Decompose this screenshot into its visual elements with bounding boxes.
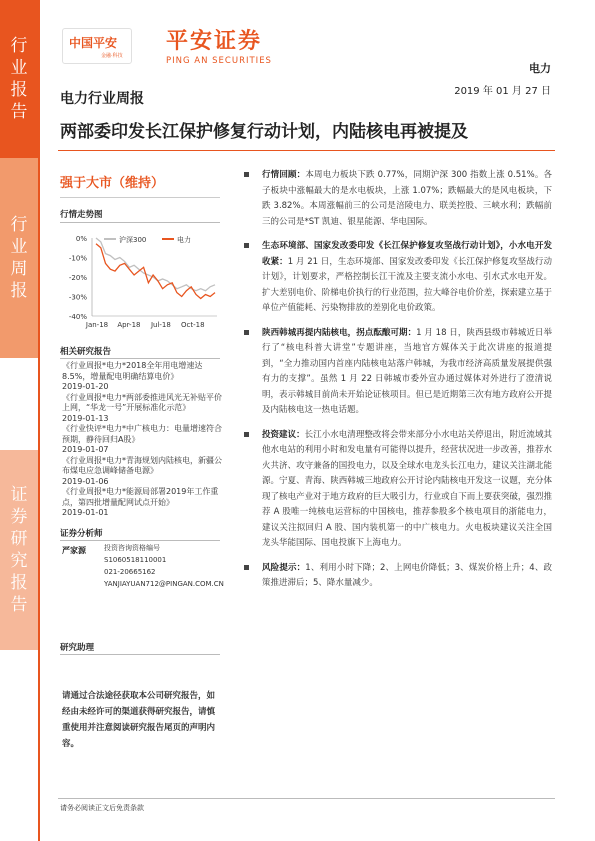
- sidebar-divider: [38, 0, 40, 841]
- bullet-icon: [244, 330, 249, 335]
- sidebar: [0, 0, 38, 841]
- report-type: 电力行业周报: [60, 91, 144, 107]
- body-paragraph: [244, 326, 552, 419]
- y-tick-label: -30%: [68, 293, 87, 302]
- related-report-title: 《行业周报*电力*青海规划内陆核电，新疆公布煤电应急调峰储备电源》: [62, 455, 222, 475]
- y-tick-label: -20%: [68, 274, 87, 282]
- series-line-0: [96, 238, 215, 291]
- paragraph-heading: 风险提示：: [262, 562, 306, 573]
- trend-chart-title: 行情走势图: [60, 210, 103, 220]
- sidebar-char: 究: [10, 551, 28, 571]
- sidebar-char: 报: [10, 80, 28, 100]
- analyst-email: YANJIAYUAN712@PINGAN.COM.CN: [104, 580, 224, 588]
- related-report-date: 2019-01-20: [62, 382, 109, 391]
- body-paragraph: [244, 168, 552, 230]
- title-divider: [58, 150, 555, 151]
- securities-logo-en: PING AN SECURITIES: [166, 56, 272, 66]
- bullet-icon: [244, 243, 249, 248]
- paragraph-text: 1、利用小时下降；2、上网电价降低；3、煤炭价格上升；4、政策推进滞后；5、降水量减少。: [262, 562, 552, 588]
- sidebar-char: 行: [10, 36, 28, 56]
- body-paragraph: [244, 428, 552, 552]
- paragraph-text: 长江小水电清理整改将会带来部分小水电站关停退出，附近流域其他水电站的利用小时和发电量有可能得以提升，经营状况进一步改善，推荐水火共济、攻守兼备的国投电力，以及全球水电龙头长江电力，建议关注湖北能源。宁夏、青海、陕西韩城三地政府公开讨论内陆核电开发这一议题，充分体现了核电产业对于地方政府的巨大吸引力，行业或自下而上要获突破，强烈推荐 A 股唯一纯核电运营标的中国核电，推荐参股多个核电项目的浙能电力，建议关注拟回归 A 股、国内装机第一的中广核电力。火电板块建议关注全国龙头华能国际、国电投旗下上海电力。: [262, 429, 552, 548]
- sidebar-char: 业: [10, 58, 28, 78]
- y-tick-label: 0%: [75, 235, 87, 243]
- related-report-title: 《行业周报*电力*2018全年用电增速达8.5%，增量配电明确结算电价》: [62, 361, 203, 381]
- related-report-title: 《行业周报*电力*两部委推进风光无补贴平价上网，“华龙一号”开展标准化示范》: [62, 392, 222, 412]
- pingan-logo-subtext: 金融·科技: [101, 53, 123, 59]
- footer-divider: [58, 798, 555, 799]
- analyst-section-title: 证券分析师: [60, 529, 103, 539]
- related-report-title: 《行业周报*电力*能源局部署2019年工作重点，第四批增量配网试点开始》: [62, 487, 219, 507]
- footer-text: 请务必阅读正文后免责条款: [60, 804, 144, 812]
- disclaimer-text: 请通过合法途径获取本公司研究报告，如经由未经许可的渠道获得研究报告，请慎重使用并注意阅读研究报告尾页的声明内容。: [62, 691, 216, 749]
- sidebar-char: 券: [10, 507, 28, 527]
- pingan-logo: [62, 28, 132, 64]
- y-tick-label: -10%: [68, 254, 87, 263]
- sidebar-char: 报: [10, 281, 28, 301]
- bullet-icon: [244, 172, 249, 177]
- analyst-divider: [60, 540, 220, 541]
- x-tick-label: Jul-18: [150, 321, 171, 329]
- analyst-role: 投资咨询资格编号: [104, 544, 160, 552]
- sidebar-char: 行: [10, 215, 28, 235]
- sidebar-char: 报: [10, 573, 28, 593]
- related-report-date: 2019-01-13: [62, 413, 109, 423]
- sidebar-char: 周: [10, 259, 28, 279]
- x-tick-label: Oct-18: [181, 321, 205, 329]
- related-report-date: 2019-01-01: [62, 508, 109, 517]
- sidebar-char: 告: [10, 595, 28, 615]
- sidebar-char: 告: [10, 102, 28, 122]
- bullet-icon: [244, 432, 249, 437]
- assistant-divider: [60, 654, 220, 655]
- analyst-license: S1060518110001: [104, 556, 167, 564]
- paragraph-text: 1 月 18 日，陕西县级市韩城近日举行了“核电科普大讲堂”专题讲座，当地官方媒体关于此次讲座的报道提到，“全力推动国内首座内陆核电站落户韩城，为我市经济高质量发展提供强有力的支撑”。虽然 1 月 22 日韩城市委外宣办通过媒体对外进行了澄清说明，表示韩城目前尚未开始论证核项目。但已是近期第三次有地方政府公开提及内陆核电这一热电话题。: [262, 327, 552, 415]
- sidebar-char: 研: [10, 529, 28, 549]
- sidebar-industry-report: [0, 0, 38, 158]
- paragraph-text: 1 月 21 日，生态环境部、国家发改委印发《长江保护修复攻坚战行动计划》，计划要求，严格控制长江干流及主要支流小水电、引水式水电开发。扩大差别电价、阶梯电价执行的行业范围，拉大峰谷电价价差，探索建立基于单位产值能耗、污染物排放的差别化电价政策。: [262, 256, 552, 313]
- pingan-logo-text: 中国平安: [69, 36, 118, 50]
- body-paragraph: [244, 561, 552, 592]
- y-tick-label: -40%: [68, 313, 87, 321]
- report-date: 2019 年 01 月 27 日: [454, 86, 551, 97]
- analyst-details: [104, 542, 229, 590]
- industry-label: 电力: [529, 62, 551, 75]
- analyst-name: 严家源: [62, 546, 86, 555]
- paragraph-heading: 陕西韩城再提内陆核电，拐点酝酿可期：: [262, 327, 417, 338]
- paragraph-heading: 投资建议：: [262, 429, 305, 440]
- related-report-date: 2019-01-07: [62, 445, 109, 454]
- related-report-title: 《行业快评*电力*中广核电力：电量增速符合预期，静待回归A股》: [62, 424, 222, 444]
- analyst-phone: 021-20665162: [104, 568, 156, 576]
- paragraph-heading: 行情回顾：: [262, 170, 306, 180]
- legend-label-1: 电力: [177, 236, 191, 244]
- sidebar-char: 业: [10, 237, 28, 257]
- bullet-icon: [244, 565, 249, 570]
- sidebar-char: 证: [10, 485, 28, 505]
- sidebar-securities-research: [0, 450, 38, 650]
- related-report-date: 2019-01-06: [62, 476, 109, 486]
- trend-divider: [60, 222, 220, 223]
- related-reports-list: [62, 361, 222, 519]
- related-reports-title: 相关研究报告: [60, 347, 112, 357]
- assistant-title: 研究助理: [60, 643, 95, 653]
- paragraph-heading: 生态环境部、国家发改委印发《长江保护修复攻坚战行动计划》，小水电开发收紧：: [262, 241, 552, 267]
- securities-logo-cn: 平安证券: [166, 29, 263, 54]
- rating-label: 强于大市（维持）: [60, 176, 165, 191]
- rating-divider: [60, 197, 220, 198]
- report-body: [244, 168, 552, 601]
- x-tick-label: Apr-18: [117, 321, 141, 329]
- trend-chart: [62, 232, 222, 332]
- securities-logo: [166, 24, 272, 66]
- legend-label-0: 沪深300: [119, 236, 147, 244]
- body-paragraph: [244, 239, 552, 317]
- x-tick-label: Jan-18: [85, 321, 109, 329]
- page-title: 两部委印发长江保护修复行动计划，内陆核电再被提及: [60, 122, 468, 142]
- paragraph-text: 本周电力板块下跌 0.77%，同期沪深 300 指数上涨 0.51%。各子板块中涨幅最大的是水电板块，上涨 1.07%；跌幅最大的是风电板块，下跌 3.82%。本周涨幅前三的公司是涪陵电力、联美控股、三峡水利；跌幅前三的公司是*ST 凯迪、银星能源、华电国际。: [262, 170, 552, 227]
- sidebar-weekly-report: [0, 158, 38, 358]
- related-divider: [60, 358, 220, 359]
